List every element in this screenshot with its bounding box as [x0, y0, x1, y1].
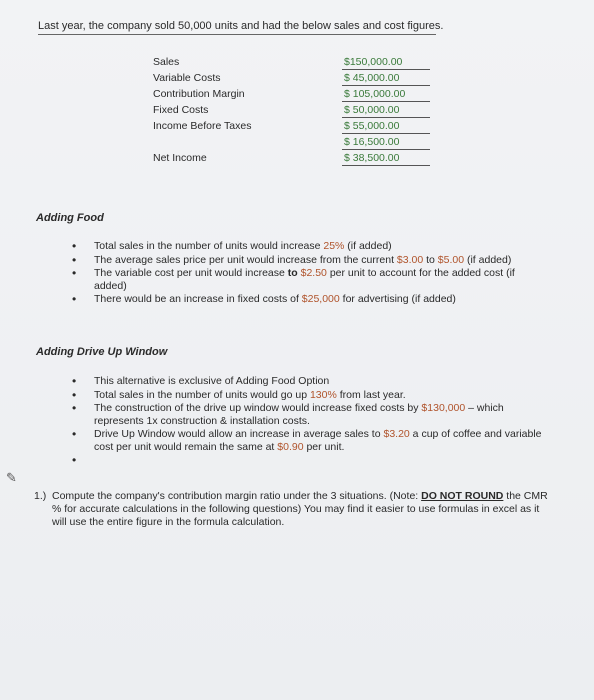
fin-value-taxes: $ 16,500.00 — [344, 136, 400, 148]
highlight: $2.50 — [300, 267, 327, 279]
intro-underline — [38, 34, 436, 35]
fin-label-income-before-taxes: Income Before Taxes — [153, 120, 252, 132]
intro-sentence: Last year, the company sold 50,000 units and had the below sales and cost figures. — [38, 20, 444, 32]
text: The average sales price per unit would increase from the current — [94, 253, 397, 266]
text: Drive Up Window would allow an increase in average sales to — [94, 428, 384, 440]
bullet-icon: • — [72, 239, 77, 253]
highlight: $5.00 — [437, 253, 465, 266]
highlight: $130,000 — [421, 402, 466, 414]
list-item — [72, 254, 542, 267]
text: to — [423, 253, 438, 266]
fin-value-contribution-margin: $ 105,000.00 — [344, 88, 406, 100]
bullet-icon: • — [72, 427, 77, 441]
fin-rule — [342, 133, 430, 134]
fin-label-sales: Sales — [153, 56, 180, 68]
fin-label-net-income: Net Income — [153, 152, 207, 164]
bullet-icon: • — [72, 453, 77, 467]
fin-label-variable-costs: Variable Costs — [153, 72, 221, 84]
fin-value-sales: $150,000.00 — [344, 56, 403, 68]
highlight: $25,000 — [301, 293, 340, 305]
bullet-icon: • — [72, 374, 77, 388]
food-bullet-list — [72, 240, 542, 307]
list-item — [72, 267, 542, 292]
list-item — [72, 240, 542, 253]
list-item — [72, 402, 542, 427]
list-item — [72, 375, 542, 388]
text: The variable cost per unit would increase — [94, 267, 288, 279]
list-item-empty — [72, 454, 542, 467]
text: Total sales in the number of units would go up — [94, 388, 310, 401]
intro-text — [38, 20, 443, 32]
list-item — [72, 293, 542, 306]
bullet-icon: • — [72, 266, 77, 280]
fin-value-income-before-taxes: $ 55,000.00 — [344, 120, 400, 132]
text: This alternative is exclusive of Adding Food Option — [94, 375, 330, 387]
highlight: $3.20 — [383, 428, 410, 440]
text: a cup of coffee and variable cost per unit would remain the same at — [94, 428, 542, 453]
fin-value-variable-costs: $ 45,000.00 — [344, 72, 400, 84]
fin-label-fixed-costs: Fixed Costs — [153, 104, 209, 116]
text: the CMR % for accurate calculations in the following questions) You may find it easier to use formulas in excel as it will use the entire figure in the formula calculation. — [52, 490, 548, 528]
heading-adding-drive-up-window: Adding Drive Up Window — [36, 346, 168, 358]
text: (if added) — [344, 240, 392, 252]
fin-value-net-income: $ 38,500.00 — [344, 152, 400, 164]
bold-text: to — [287, 267, 298, 279]
text: (if added) — [464, 253, 512, 266]
highlight: 25% — [323, 240, 345, 252]
margin-mark-icon: ✎ — [6, 470, 17, 485]
text: – which represents 1x construction & installation costs. — [94, 402, 504, 427]
highlight: $3.00 — [396, 253, 424, 266]
text: per unit. — [303, 440, 345, 453]
bold-underlined-text: DO NOT ROUND — [421, 490, 504, 502]
text: Total sales in the number of units would increase — [94, 240, 324, 252]
fin-rule — [342, 101, 430, 102]
text: per unit to account for the added cost (if added) — [94, 267, 515, 292]
bullet-icon: • — [72, 401, 77, 415]
highlight: $0.90 — [277, 440, 304, 453]
fin-label-contribution-margin: Contribution Margin — [153, 88, 245, 100]
question-number: 1.) — [34, 490, 47, 502]
list-item — [72, 389, 542, 402]
text: The construction of the drive up window would increase fixed costs by — [94, 402, 422, 414]
text: for advertising (if added) — [339, 293, 456, 305]
highlight: 130% — [309, 388, 337, 401]
text: There would be an increase in fixed costs of — [94, 293, 302, 305]
question-text — [52, 490, 552, 529]
bullet-icon: • — [72, 252, 77, 267]
fin-rule — [342, 117, 430, 118]
fin-rule — [342, 85, 430, 86]
fin-value-fixed-costs: $ 50,000.00 — [344, 104, 400, 116]
bullet-icon: • — [72, 387, 77, 402]
list-item — [72, 428, 542, 453]
fin-rule — [342, 69, 430, 70]
text: Compute the company's contribution margin ratio under the 3 situations. (Note: — [52, 490, 422, 502]
drive-bullet-list — [72, 375, 542, 468]
fin-rule — [342, 165, 430, 166]
text: from last year. — [336, 388, 406, 401]
bullet-icon: • — [72, 292, 77, 306]
heading-adding-food: Adding Food — [36, 212, 104, 224]
fin-rule — [342, 149, 430, 150]
